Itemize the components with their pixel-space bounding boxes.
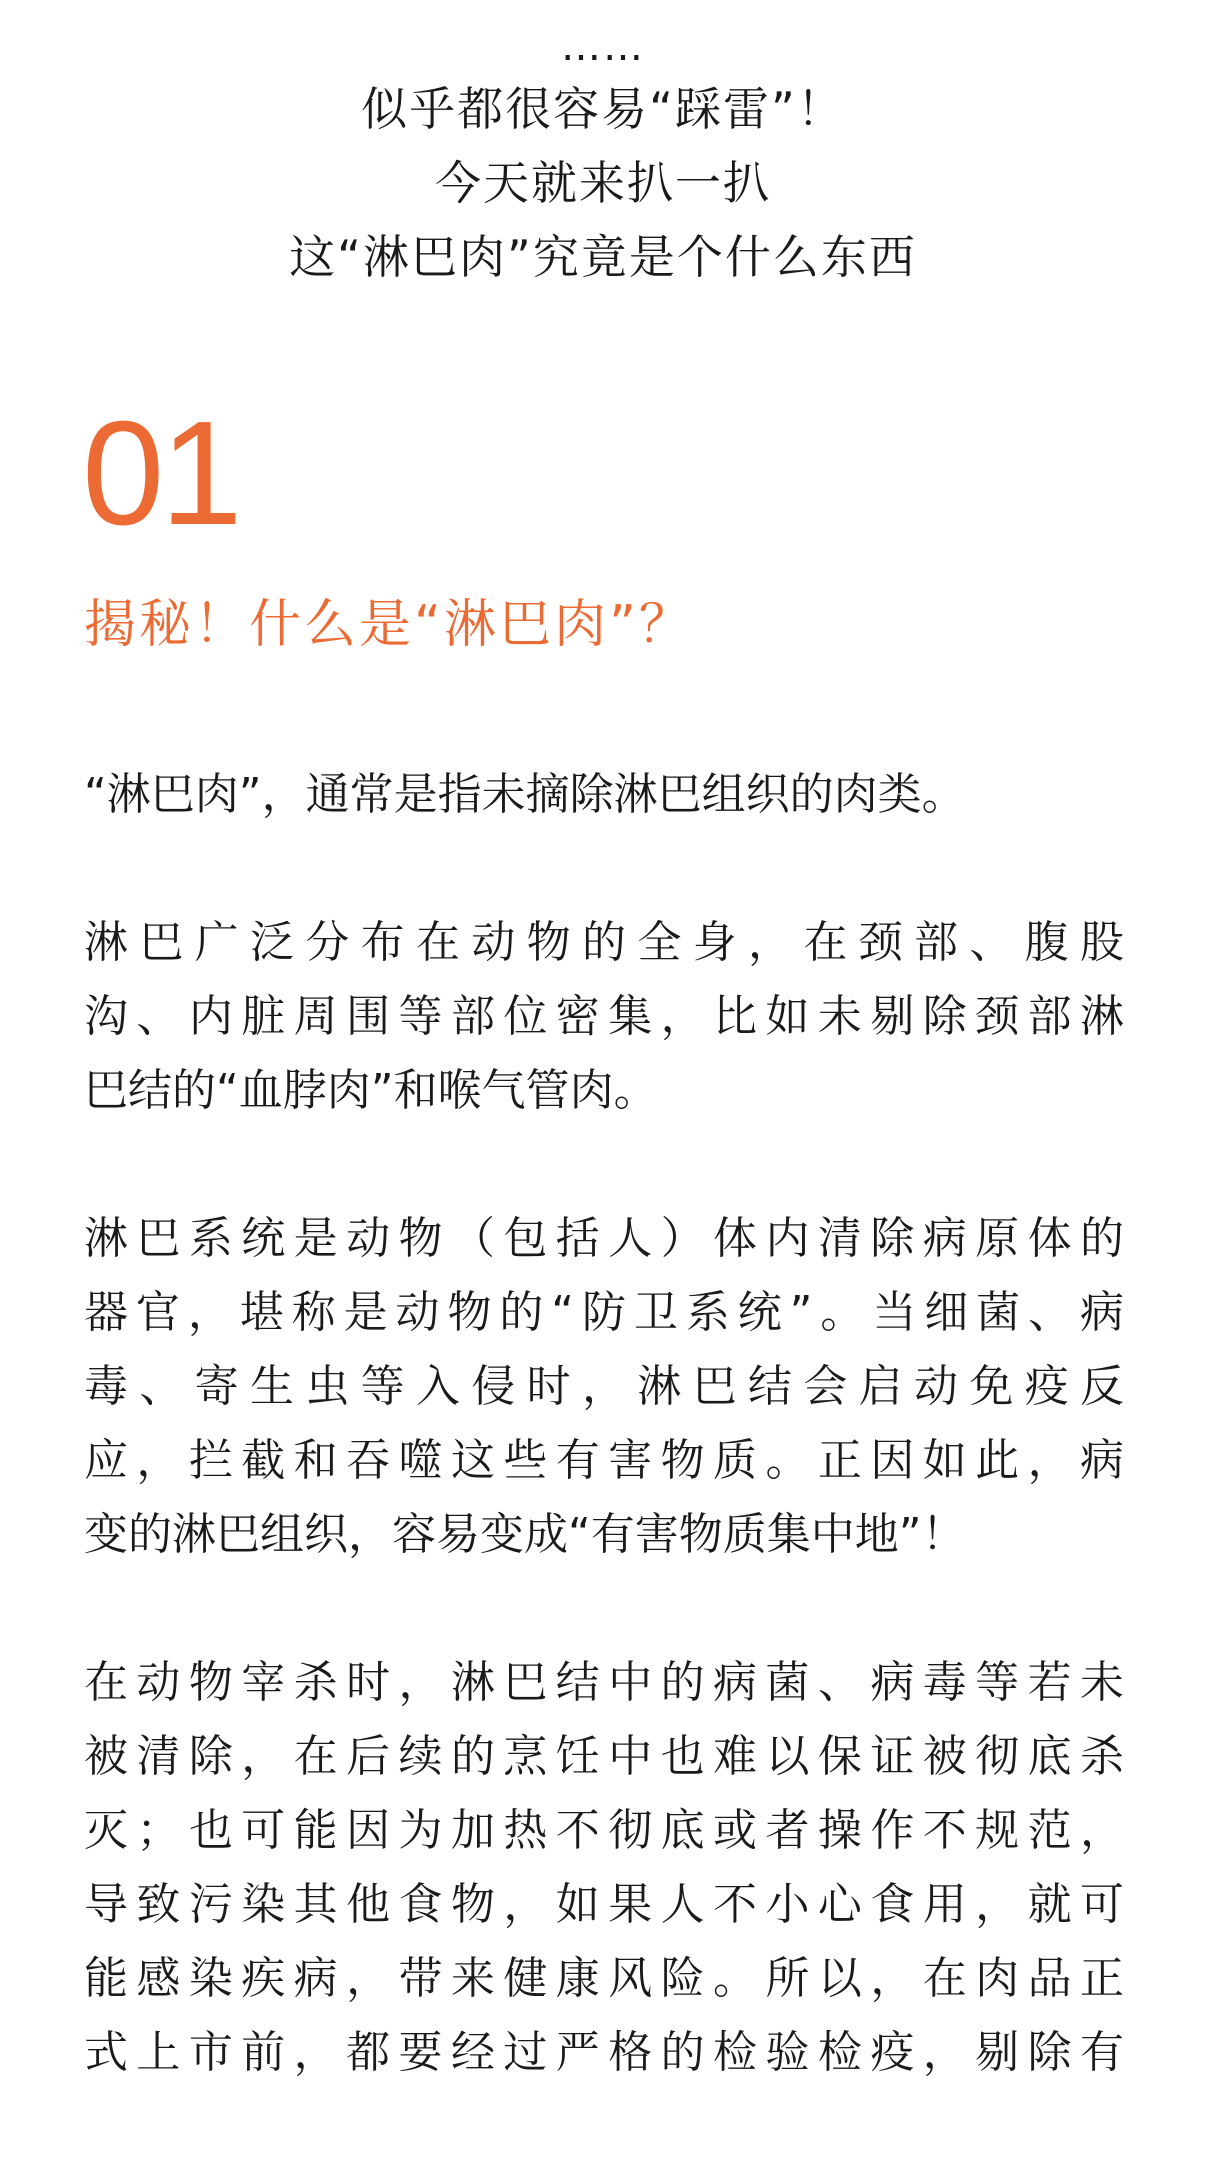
paragraph-line: 巴结的“血脖肉”和喉气管肉。 bbox=[84, 1065, 658, 1116]
paragraph-line: 导致污染其他食物，如果人不小心食用，就可 bbox=[84, 1879, 1124, 1930]
paragraph-line: 毒、寄生虫等入侵时，淋巴结会启动免疫反 bbox=[84, 1361, 1124, 1412]
intro-line-1: 似乎都很容易“踩雷”！ bbox=[361, 82, 845, 136]
paragraph-line: 淋巴系统是动物（包括人）体内清除病原体的 bbox=[84, 1213, 1124, 1264]
paragraph-line: 灭；也可能因为加热不彻底或者操作不规范， bbox=[84, 1805, 1124, 1856]
paragraph-1 bbox=[84, 758, 1124, 832]
paragraph-line: 式上市前，都要经过严格的检验检疫，剔除有 bbox=[84, 2027, 1124, 2078]
paragraph-line: 淋巴广泛分布在动物的全身，在颈部、腹股 bbox=[84, 917, 1124, 968]
intro-ellipsis: …… bbox=[561, 24, 645, 70]
paragraph-line: 能感染疾病，带来健康风险。所以，在肉品正 bbox=[84, 1953, 1124, 2004]
paragraph-line: 被清除，在后续的烹饪中也难以保证被彻底杀 bbox=[84, 1731, 1124, 1782]
article-body bbox=[84, 758, 1124, 2164]
paragraph-line: 沟、内脏周围等部位密集，比如未剔除颈部淋 bbox=[84, 991, 1124, 1042]
paragraph-line: 应，拦截和吞噬这些有害物质。正因如此，病 bbox=[84, 1435, 1124, 1486]
paragraph-line: 器官，堪称是动物的“防卫系统”。当细菌、病 bbox=[84, 1287, 1124, 1338]
paragraph-3 bbox=[84, 1202, 1124, 1572]
paragraph-2 bbox=[84, 906, 1124, 1128]
paragraph-line: 在动物宰杀时，淋巴结中的病菌、病毒等若未 bbox=[84, 1657, 1124, 1708]
section-number: 01 bbox=[82, 391, 239, 556]
paragraph-4 bbox=[84, 1646, 1124, 2090]
section-title: 揭秘！什么是“淋巴肉”？ bbox=[84, 595, 694, 655]
intro-line-2: 今天就来扒一扒 bbox=[435, 156, 771, 210]
intro-line-3: 这“淋巴肉”究竟是个什么东西 bbox=[289, 230, 917, 284]
intro-block bbox=[0, 22, 1206, 294]
paragraph-line: 变的淋巴组织，容易变成“有害物质集中地”！ bbox=[84, 1509, 966, 1560]
paragraph-line: “淋巴肉”，通常是指未摘除淋巴组织的肉类。 bbox=[84, 769, 966, 820]
